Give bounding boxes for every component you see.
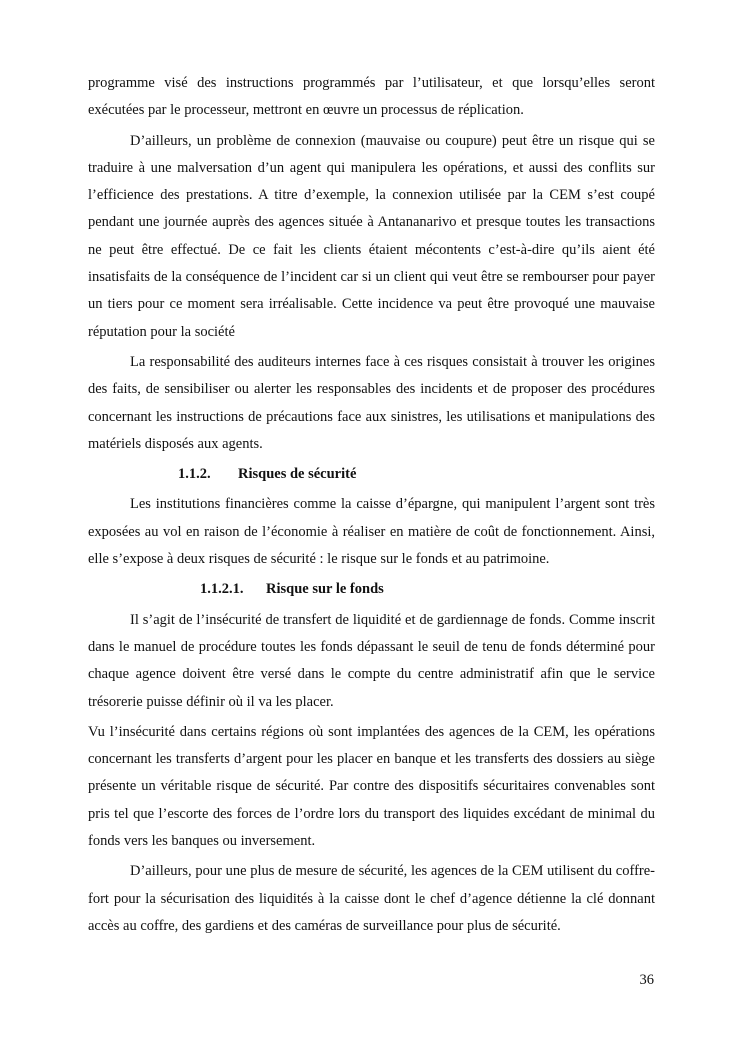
subsection-heading-fund-risk — [88, 576, 655, 603]
paragraph-regional-insecurity: Vu l’insécurité dans certains régions où sont implantées des agences de la CEM, les opérations concernant les transferts d’argent pour les placer en banque et les transferts des dossiers au siège présente un véritable risque de sécurité. Par contre des dispositifs sécuritaires convenables sont pris tel que l’escorte des forces de l’ordre lors du transport des liquides excédant de minimal du fonds vers les banques ou inversement. — [88, 723, 655, 850]
paragraph-fund-transfer-insecurity: Il s’agit de l’insécurité de transfert de liquidité et de gardiennage de fonds. Comme inscrit dans le manuel de procédure toutes les fonds dépassant le seuil de tenu de fonds déterminé pour chaque agence doivent être versé dans le compte du centre administratif afin que le service trésorerie puisse définir où il va les placer. — [88, 611, 655, 710]
paragraph-replication: programme visé des instructions programmés par l’utilisateur, et que lorsqu’elles seront exécutées par le processeur, mettront en œuvre un processus de réplication. — [88, 75, 655, 119]
subsection-title: Risque sur le fonds — [266, 581, 384, 598]
paragraph-connection-problem: D’ailleurs, un problème de connexion (mauvaise ou coupure) peut être un risque qui se traduire à une malversation d’un agent qui manipulera les opérations, et aussi des conflits sur l’efficience des prestations. A titre d’exemple, la connexion utilisée par la CEM s’est coupé pendant une journée auprès des agences située à Antananarivo et presque toutes les transactions ne peut être effectué. De ce fait les clients étaient mécontents c’est-à-dire qu’ils aient été insatisfaits de la conséquence de l’incident car si un client qui veut être se rembourser pour payer un tiers pour ce moment sera irréalisable. Cette incidence va peut être provoqué une mauvaise réputation pour la société — [88, 132, 655, 340]
subsection-number: 1.1.2.1. — [200, 581, 244, 598]
section-title: Risques de sécurité — [238, 466, 357, 483]
document-page — [88, 70, 655, 943]
page-number: 36 — [639, 972, 654, 988]
paragraph-security-measures: D’ailleurs, pour une plus de mesure de sécurité, les agences de la CEM utilisent du coffre-fort pour la sécurisation des liquidités à la caisse dont le chef d’agence détienne la clé donnant accès au coffre, des gardiens et des caméras de surveillance pour plus de sécurité. — [88, 863, 655, 934]
paragraph-financial-institutions: Les institutions financières comme la caisse d’épargne, qui manipulent l’argent sont très exposées au vol en raison de l’économie à réaliser en matière de coût de fonctionnement. Ainsi, elle s’expose à deux risques de sécurité : le risque sur le fonds et au patrimoine. — [88, 496, 655, 568]
paragraph-auditor-responsibility: La responsabilité des auditeurs internes face à ces risques consistait à trouver les origines des faits, de sensibiliser ou alerter les responsables des incidents et de proposer des procédures concernant les instructions de précautions face aux sinistres, les utilisations et manipulations des matériels disposés aux agents. — [88, 353, 655, 452]
section-heading-security-risks — [88, 461, 655, 488]
section-number: 1.1.2. — [178, 466, 211, 483]
